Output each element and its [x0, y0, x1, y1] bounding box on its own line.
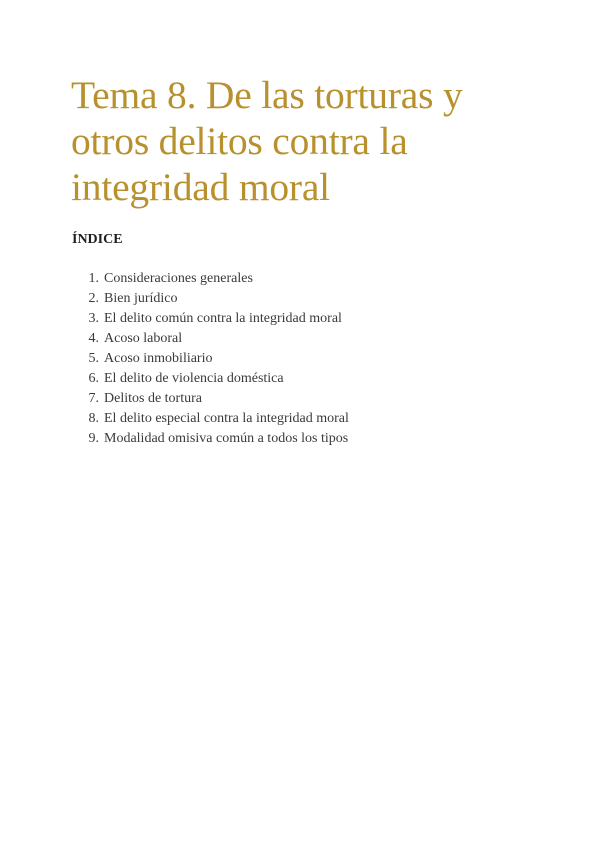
toc-item — [72, 269, 349, 289]
index-heading: ÍNDICE — [72, 232, 123, 247]
toc-item — [72, 409, 349, 429]
toc-item-label: Modalidad omisiva común a todos los tipos — [104, 431, 349, 446]
toc-item-label: Acoso laboral — [104, 331, 183, 346]
title-line-3: integridad moral — [71, 165, 330, 209]
toc-item-label: Delitos de tortura — [104, 391, 202, 406]
toc-item — [72, 309, 349, 329]
toc-item-number: 2. — [88, 291, 99, 306]
toc-item — [72, 429, 349, 449]
toc-item-label: El delito especial contra la integridad moral — [104, 411, 349, 426]
toc-item-label: Consideraciones generales — [104, 271, 253, 286]
toc-item-label: Bien jurídico — [104, 291, 178, 306]
toc-item — [72, 349, 349, 369]
toc-item-number: 8. — [88, 411, 99, 426]
toc-item-label: Acoso inmobiliario — [104, 351, 213, 366]
toc-item-number: 7. — [88, 391, 99, 406]
toc-item-number: 3. — [88, 311, 99, 326]
table-of-contents — [72, 269, 349, 449]
toc-item-number: 4. — [88, 331, 99, 346]
toc-item-number: 6. — [88, 371, 99, 386]
toc-item-number: 5. — [88, 351, 99, 366]
title-line-1: Tema 8. De las torturas y — [71, 73, 463, 117]
toc-item — [72, 389, 349, 409]
title-line-2: otros delitos contra la — [71, 119, 408, 163]
toc-item — [72, 369, 349, 389]
toc-item-number: 1. — [88, 271, 99, 286]
toc-item — [72, 289, 349, 309]
toc-item-label: El delito de violencia doméstica — [104, 371, 284, 386]
document-title — [71, 72, 541, 210]
toc-item-label: El delito común contra la integridad moral — [104, 311, 342, 326]
toc-item — [72, 329, 349, 349]
toc-item-number: 9. — [88, 431, 99, 446]
